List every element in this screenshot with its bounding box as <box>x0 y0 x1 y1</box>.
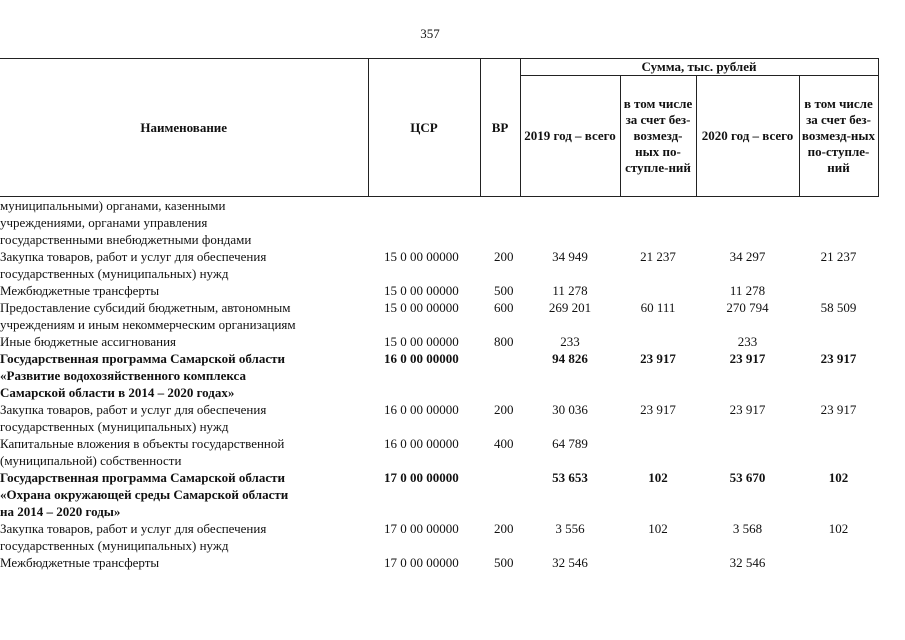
table-header <box>0 59 878 197</box>
row-csr: 17 0 00 00000 <box>384 555 459 570</box>
row-2019-free <box>620 554 696 571</box>
row-2020-free <box>799 197 878 249</box>
row-vr <box>480 197 520 249</box>
row-2019-total: 32 546 <box>552 555 588 570</box>
row-2020-total: 34 297 <box>729 249 766 264</box>
row-name-line: Капитальные вложения в объекты государственной <box>0 436 285 451</box>
header-2020-total: 2020 год – всего <box>696 76 799 197</box>
row-2019-total <box>520 197 620 249</box>
row-name-line: Межбюджетные трансферты <box>0 555 160 570</box>
row-2020-free <box>799 554 878 571</box>
row-name <box>0 333 368 350</box>
row-2020-total: 233 <box>737 334 758 349</box>
row-name <box>0 401 368 435</box>
row-csr <box>368 197 480 249</box>
row-name-line: государственных (муниципальных) нужд <box>0 266 229 281</box>
row-2019-total: 64 789 <box>552 436 588 451</box>
row-2020-free: 21 237 <box>820 249 857 264</box>
row-2020-free: 58 509 <box>820 300 857 315</box>
row-2019-free <box>620 197 696 249</box>
row-vr: 200 <box>494 402 514 417</box>
table-row <box>0 435 878 469</box>
row-name-line: «Развитие водохозяйственного комплекса <box>0 368 246 383</box>
row-name-line: «Охрана окружающей среды Самарской области <box>0 487 289 502</box>
row-2019-total: 30 036 <box>552 402 588 417</box>
budget-table <box>0 58 879 571</box>
header-sum-group: Сумма, тыс. рублей <box>520 59 878 76</box>
row-2019-free: 102 <box>648 521 668 536</box>
table-body <box>0 197 878 572</box>
row-2020-total: 53 670 <box>729 470 766 485</box>
row-name <box>0 350 368 401</box>
table-row <box>0 350 878 401</box>
row-2020-total: 11 278 <box>729 283 766 298</box>
header-csr: ЦСР <box>368 59 480 197</box>
row-name-line: Закупка товаров, работ и услуг для обеспечения <box>0 249 267 264</box>
row-name <box>0 282 368 299</box>
row-2020-total: 32 546 <box>729 555 766 570</box>
row-2020-free <box>799 282 878 299</box>
row-2020-total <box>696 435 799 469</box>
row-name-line: Закупка товаров, работ и услуг для обеспечения <box>0 402 267 417</box>
row-2019-free <box>620 333 696 350</box>
row-2020-free: 102 <box>828 470 849 485</box>
table-row <box>0 520 878 554</box>
row-vr: 400 <box>494 436 514 451</box>
page-number: 357 <box>420 26 440 41</box>
row-vr: 600 <box>494 300 514 315</box>
row-name-line: государственными внебюджетными фондами <box>0 232 252 247</box>
row-name <box>0 248 368 282</box>
header-2020-free: в том числе за счет без-возмезд-ных по-ступле-ний <box>799 76 878 197</box>
row-csr: 15 0 00 00000 <box>384 249 459 264</box>
row-vr <box>480 469 520 520</box>
header-2019-free: в том числе за счет без-возмезд-ных по-ступле-ний <box>620 76 696 197</box>
row-2019-total: 94 826 <box>552 351 588 366</box>
row-2020-free <box>799 333 878 350</box>
table-row <box>0 248 878 282</box>
row-name-line: учреждениям и иным некоммерческим организациям <box>0 317 296 332</box>
row-2020-total: 3 568 <box>732 521 763 536</box>
row-2019-free: 21 237 <box>640 249 676 264</box>
row-name-line: Межбюджетные трансферты <box>0 283 160 298</box>
row-csr: 16 0 00 00000 <box>384 351 459 366</box>
row-2020-total <box>696 197 799 249</box>
table-row <box>0 333 878 350</box>
row-2020-free: 102 <box>828 521 849 536</box>
row-csr: 16 0 00 00000 <box>384 402 459 417</box>
row-csr: 15 0 00 00000 <box>384 334 459 349</box>
row-name-line: государственных (муниципальных) нужд <box>0 538 229 553</box>
row-vr: 200 <box>494 249 514 264</box>
row-2019-total: 269 201 <box>548 300 592 315</box>
row-name <box>0 520 368 554</box>
row-name-line: Предоставление субсидий бюджетным, автономным <box>0 300 291 315</box>
row-csr: 16 0 00 00000 <box>384 436 459 451</box>
row-name <box>0 554 368 571</box>
row-2019-total: 3 556 <box>555 521 585 536</box>
row-csr: 15 0 00 00000 <box>384 283 459 298</box>
row-name-line: Закупка товаров, работ и услуг для обеспечения <box>0 521 267 536</box>
row-2019-free: 60 111 <box>640 300 676 315</box>
row-name-line: Самарской области в 2014 – 2020 годах» <box>0 385 235 400</box>
row-2019-free <box>620 282 696 299</box>
row-2019-free: 23 917 <box>640 351 676 366</box>
row-csr: 17 0 00 00000 <box>384 521 459 536</box>
row-name-line: муниципальными) органами, казенными <box>0 198 226 213</box>
row-2020-total: 270 794 <box>726 300 769 315</box>
header-2019-total: 2019 год – всего <box>520 76 620 197</box>
row-name-line: (муниципальной) собственности <box>0 453 182 468</box>
table-row <box>0 554 878 571</box>
row-vr: 200 <box>494 521 514 536</box>
row-2020-total: 23 917 <box>729 402 766 417</box>
row-2019-free: 23 917 <box>640 402 676 417</box>
row-2019-total: 233 <box>560 334 580 349</box>
row-2020-free: 23 917 <box>820 402 857 417</box>
row-2019-total: 34 949 <box>552 249 588 264</box>
row-2020-total: 23 917 <box>729 351 766 366</box>
header-vr: ВР <box>480 59 520 197</box>
row-2019-free: 102 <box>648 470 668 485</box>
row-name-line: Государственная программа Самарской области <box>0 470 285 485</box>
row-vr: 500 <box>494 555 514 570</box>
row-name-line: Иные бюджетные ассигнования <box>0 334 177 349</box>
row-vr: 800 <box>494 334 514 349</box>
row-2019-total: 53 653 <box>552 470 588 485</box>
table-row <box>0 197 878 249</box>
row-2020-free <box>799 435 878 469</box>
row-name <box>0 469 368 520</box>
row-name-line: Государственная программа Самарской области <box>0 351 285 366</box>
row-vr <box>480 350 520 401</box>
row-csr: 17 0 00 00000 <box>384 470 459 485</box>
table-row <box>0 282 878 299</box>
row-csr: 15 0 00 00000 <box>384 300 459 315</box>
header-name: Наименование <box>0 59 368 197</box>
row-name <box>0 435 368 469</box>
row-name <box>0 299 368 333</box>
table-row <box>0 469 878 520</box>
table-row <box>0 299 878 333</box>
row-2019-free <box>620 435 696 469</box>
row-2019-total: 11 278 <box>552 283 588 298</box>
row-vr: 500 <box>494 283 514 298</box>
row-2020-free: 23 917 <box>820 351 857 366</box>
row-name-line: на 2014 – 2020 годы» <box>0 504 121 519</box>
row-name-line: государственных (муниципальных) нужд <box>0 419 229 434</box>
table-row <box>0 401 878 435</box>
row-name-line: учреждениями, органами управления <box>0 215 208 230</box>
row-name <box>0 197 368 249</box>
